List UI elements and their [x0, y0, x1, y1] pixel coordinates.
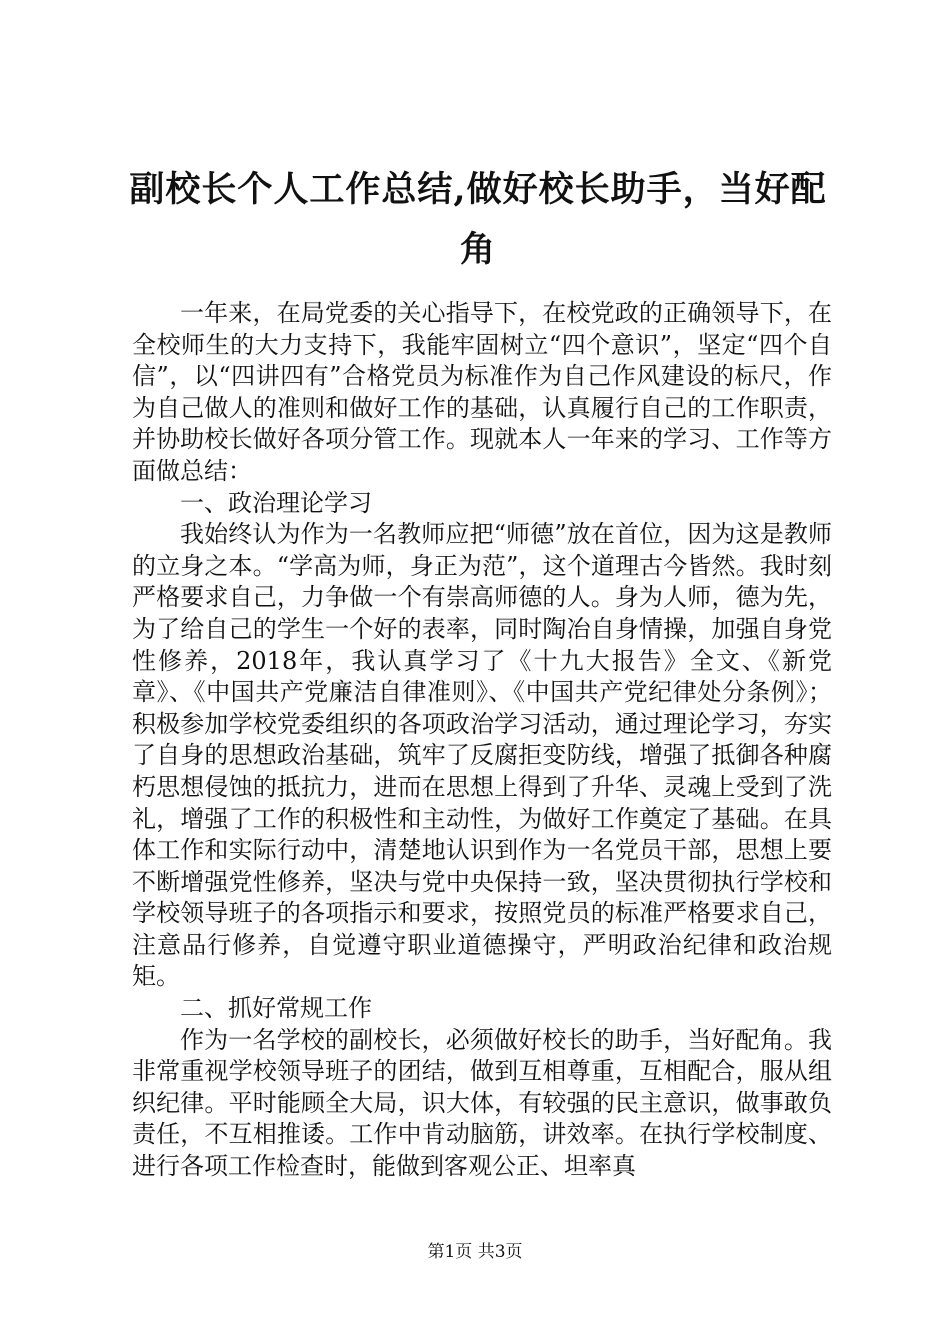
paragraph-intro: 一年来，在局党委的关心指导下，在校党政的正确领导下，在全校师生的大力支持下，我能牢固树立“四个意识”，坚定“四个自信”，以“四讲四有”合格党员为标准作为自己作风建设的标尺，作为自己做人的准则和做好工作的基础，认真履行自己的工作职责，并协助校长做好各项分管工作。现就本人一年来的学习、工作等方面做总结：: [132, 299, 832, 485]
section-heading-political-study: 一、政治理论学习: [180, 488, 372, 517]
document-title: 副校长个人工作总结,做好校长助手，当好配角: [129, 169, 827, 270]
document-body: [132, 298, 832, 1183]
section-heading-routine-work: 二、抓好常规工作: [180, 994, 372, 1023]
paragraph-routine-work: 作为一名学校的副校长，必须做好校长的助手，当好配角。我非常重视学校领导班子的团结，做到互相尊重，互相配合，服从组织纪律。平时能顾全大局，识大体，有较强的民主意识，做事敢负责任，不互相推诿。工作中肯动脑筋，讲效率。在执行学校制度、进行各项工作检查时，能做到客观公正、坦率真: [132, 1025, 832, 1181]
page-number-footer: 第1页 共3页: [427, 1242, 523, 1262]
paragraph-political-study: 我始终认为作为一名教师应把“师德”放在首位，因为这是教师的立身之本。“学高为师，身正为范”，这个道理古今皆然。我时刻严格要求自己，力争做一个有崇高师德的人。身为人师，德为先，为了给自己的学生一个好的表率，同时陶冶自身情操，加强自身党性修养，2018年，我认真学习了《十九大报告》全文、《新党章》、《中国共产党廉洁自律准则》、《中国共产党纪律处分条例》；积极参加学校党委组织的各项政治学习活动，通过理论学习，夯实了自身的思想政治基础，筑牢了反腐拒变防线，增强了抵御各种腐朽思想侵蚀的抵抗力，进而在思想上得到了升华、灵魂上受到了洗礼，增强了工作的积极性和主动性，为做好工作奠定了基础。在具体工作和实际行动中，清楚地认识到作为一名党员干部，思想上要不断增强党性修养，坚决与党中央保持一致，坚决贯彻执行学校和学校领导班子的各项指示和要求，按照党员的标准严格要求自己，注意品行修养，自觉遵守职业道德操守，严明政治纪律和政治规矩。: [132, 520, 832, 991]
